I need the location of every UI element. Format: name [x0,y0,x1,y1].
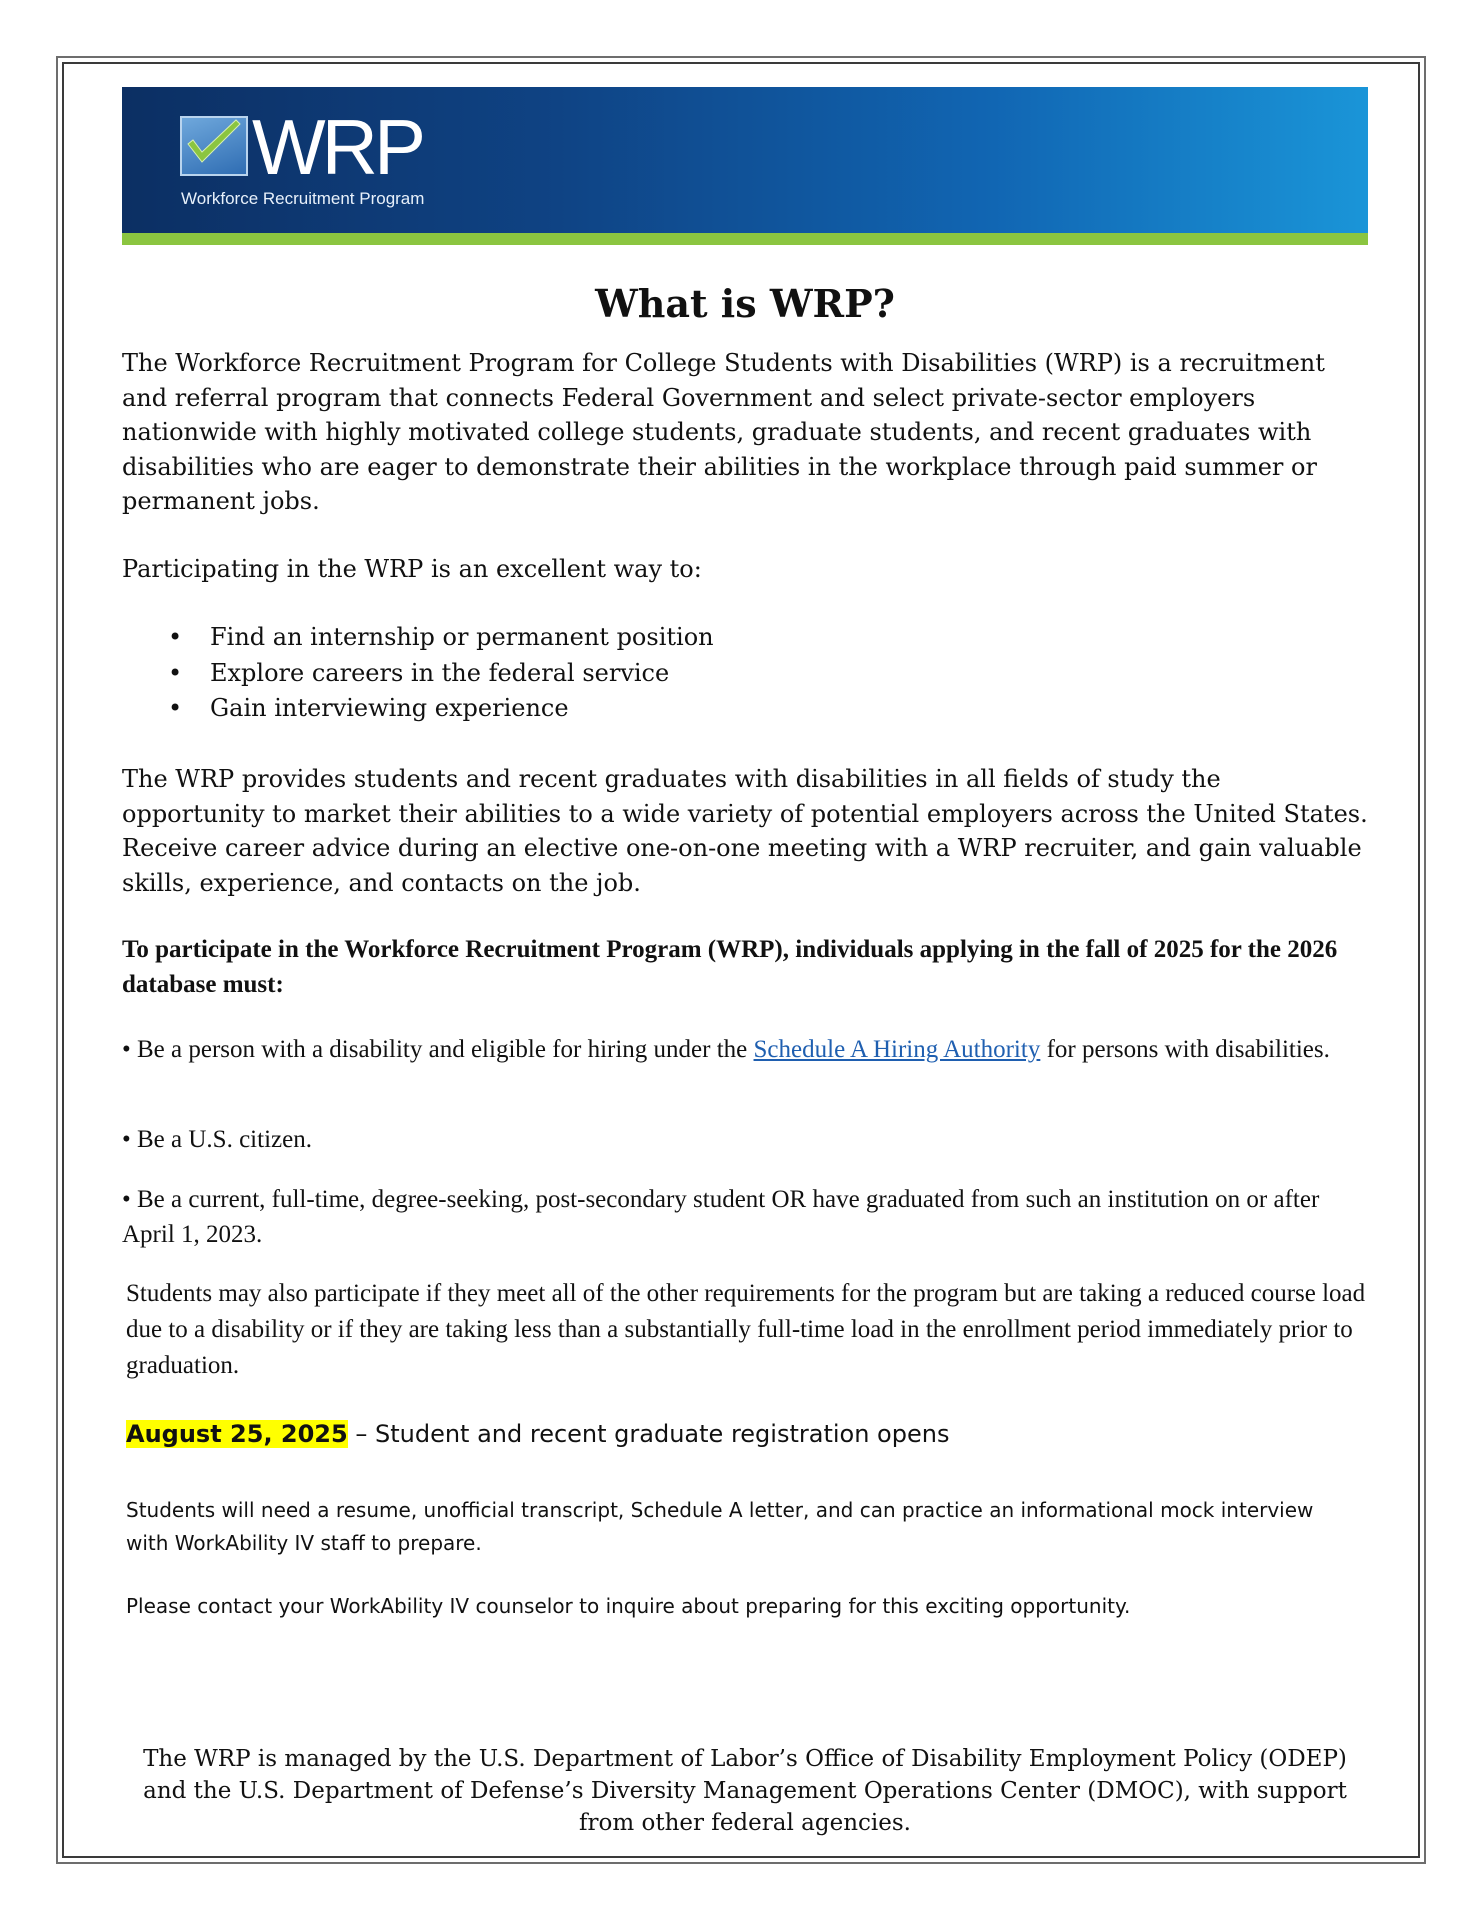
bullet-icon: • [168,694,183,722]
list-item: • Explore careers in the federal service [160,656,714,692]
list-item: • Find an internship or permanent position [160,620,714,656]
footer-note: The WRP is managed by the U.S. Department of Labor’s Office of Disability Employment Policy (ODEP) and the U.S. Department of Defense’s Diversity Management Operations Center (DMOC), with support from other federal agencies. [143,1746,1347,1836]
benefits-list [160,620,714,727]
requirements-heading: To participate in the Workforce Recruitment Program (WRP), individuals applying in the fall of 2025 for the 2026 database must: [122,936,1338,998]
requirement-citizen: • Be a U.S. citizen. [122,1126,312,1153]
participating-lead: Participating in the WRP is an excellent way to: [122,555,702,583]
provides-paragraph: The WRP provides students and recent graduates with disabilities in all fields of study the opportunity to market their abilities to a wide variety of potential employers across the United States. Receive career advice during an elective one-on-one meeting with a WRP recruiter, and gain valuable skills, experience, and contacts on the job. [122,765,1368,897]
reduced-load-paragraph: Students may also participate if they meet all of the other requirements for the program but are taking a reduced course load due to a disability or if they are taking less than a substantially full-time load in the enrollment period immediately prior to graduation. [126,1280,1366,1379]
checkmark-logo-icon [180,116,248,176]
contact-paragraph: Please contact your WorkAbility IV counselor to inquire about preparing for this exciting opportunity. [126,1594,1131,1618]
intro-paragraph: The Workforce Recruitment Program for College Students with Disabilities (WRP) is a recruitment and referral program that connects Federal Government and select private-sector employers nationwide with highly motivated college students, graduate students, and recent graduates with disabilities who are eager to demonstrate their abilities in the workplace through paid summer or permanent jobs. [122,349,1325,515]
list-item: • Gain interviewing experience [160,691,714,727]
header-stripe [122,233,1368,245]
schedule-a-link[interactable]: Schedule A Hiring Authority [753,1036,1041,1063]
logo-wordmark: WRP [252,103,422,191]
bullet-icon: • [168,623,183,651]
prepare-paragraph: Students will need a resume, unofficial transcript, Schedule A letter, and can practice an informational mock interview with WorkAbility IV staff to prepare. [126,1498,1314,1555]
registration-date-line: August 25, 2025 – Student and recent graduate registration opens [126,1420,950,1448]
requirement-disability: • Be a person with a disability and eligible for hiring under the Schedule A Hiring Authority for persons with disabilities. [122,1036,1330,1063]
page-title: What is WRP? [595,281,895,326]
requirement-student: • Be a current, full-time, degree-seeking, post-secondary student OR have graduated from such an institution on or after April 1, 2023. [122,1186,1320,1248]
bullet-icon: • [168,658,183,687]
registration-date: August 25, 2025 [126,1420,348,1448]
logo-subtitle: Workforce Recruitment Program [181,189,425,208]
